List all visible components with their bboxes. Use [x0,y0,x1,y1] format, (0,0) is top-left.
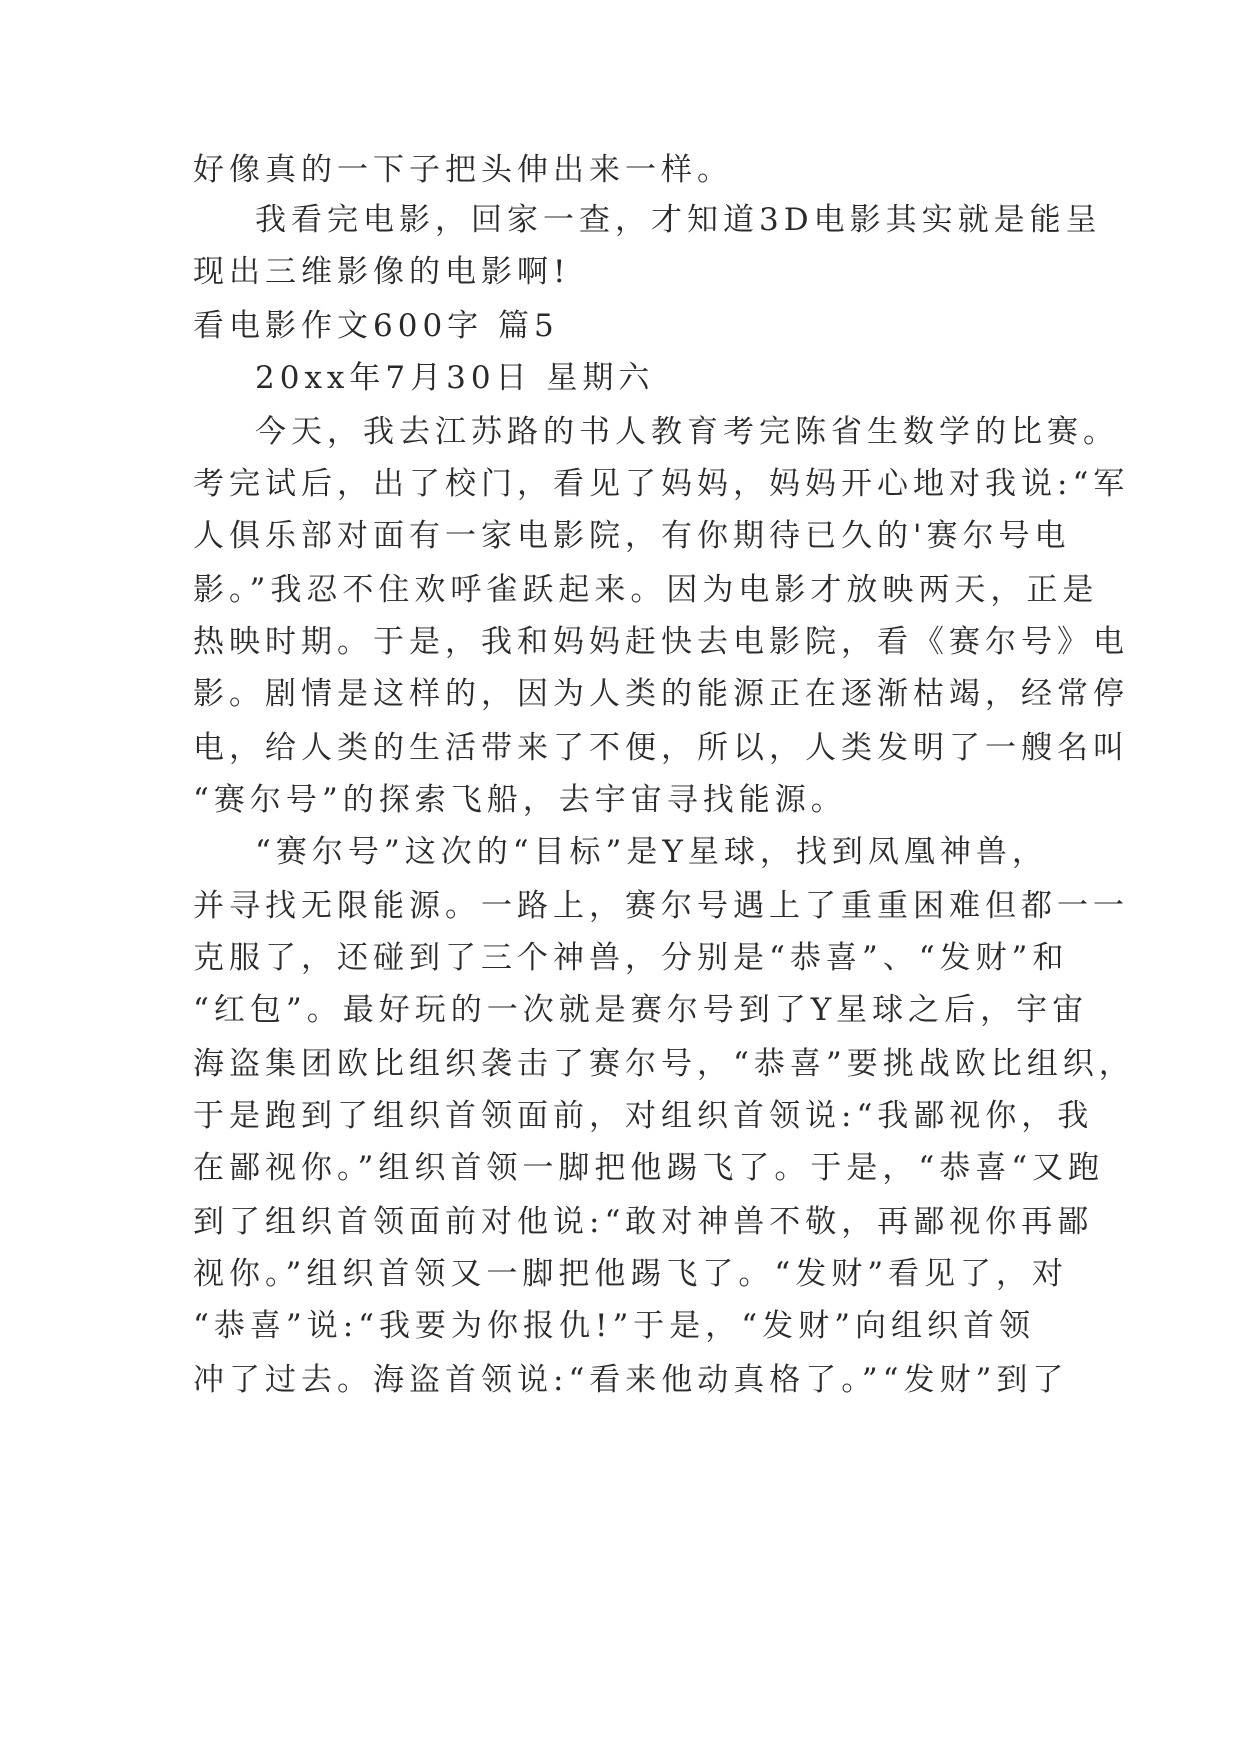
text-line: 在鄙视你。”组织首领一脚把他踢飞了。于是，“恭喜“又跑 [193,1150,1105,1186]
text-line: 并寻找无限能源。一路上，赛尔号遇上了重重困难但都一一 [193,888,1129,924]
text-line: 影。”我忍不住欢呼雀跃起来。因为电影才放映两天，正是 [193,572,1099,608]
text-line: 人俱乐部对面有一家电影院，有你期待已久的'赛尔号电 [193,518,1071,554]
text-line: 于是跑到了组织首领面前，对组织首领说:“我鄙视你，我 [193,1098,1094,1134]
paragraph-line: 今天，我去江苏路的书人教育考完陈省生数学的比赛。 [255,414,1119,450]
text-line: 克服了，还碰到了三个神兽，分别是“恭喜”、“发财”和 [193,940,1069,976]
section-heading: 看电影作文600字 篇5 [193,308,559,344]
text-line: 电，给人类的生活带来了不便，所以，人类发明了一艘名叫 [193,730,1129,766]
text-line: “赛尔号”的探索飞船，去宇宙寻找能源。 [193,782,847,818]
date-line: 20xx年7月30日 星期六 [255,360,655,396]
text-line: “恭喜”说:“我要为你报仇!”于是，“发财”向组织首领 [193,1308,1035,1344]
text-line: 现出三维影像的电影啊! [193,254,571,290]
text-line: 到了组织首领面前对他说:“敢对神兽不敬，再鄙视你再鄙 [193,1204,1094,1240]
text-line: 海盗集团欧比组织袭击了赛尔号，“恭喜”要挑战欧比组织， [193,1046,1135,1082]
text-line: 考完试后，出了校门，看见了妈妈，妈妈开心地对我说:“军 [193,466,1130,502]
text-line: 冲了过去。海盗首领说:“看来他动真格了。”“发财”到了 [193,1362,1069,1398]
paragraph-line: “赛尔号”这次的“目标”是Y星球，找到凤凰神兽， [255,834,1048,870]
text-line: 影。剧情是这样的，因为人类的能源正在逐渐枯竭，经常停 [193,676,1129,712]
text-line: 好像真的一下子把头伸出来一样。 [193,152,733,188]
text-line: 视你。”组织首领又一脚把他踢飞了。“发财”看见了，对 [193,1256,1069,1292]
text-line: “红包”。最好玩的一次就是赛尔号到了Y星球之后，宇宙 [193,992,1089,1028]
text-line: 热映时期。于是，我和妈妈赶快去电影院，看《赛尔号》电 [193,624,1129,660]
paragraph-line: 我看完电影，回家一查，才知道3D电影其实就是能呈 [255,202,1102,238]
